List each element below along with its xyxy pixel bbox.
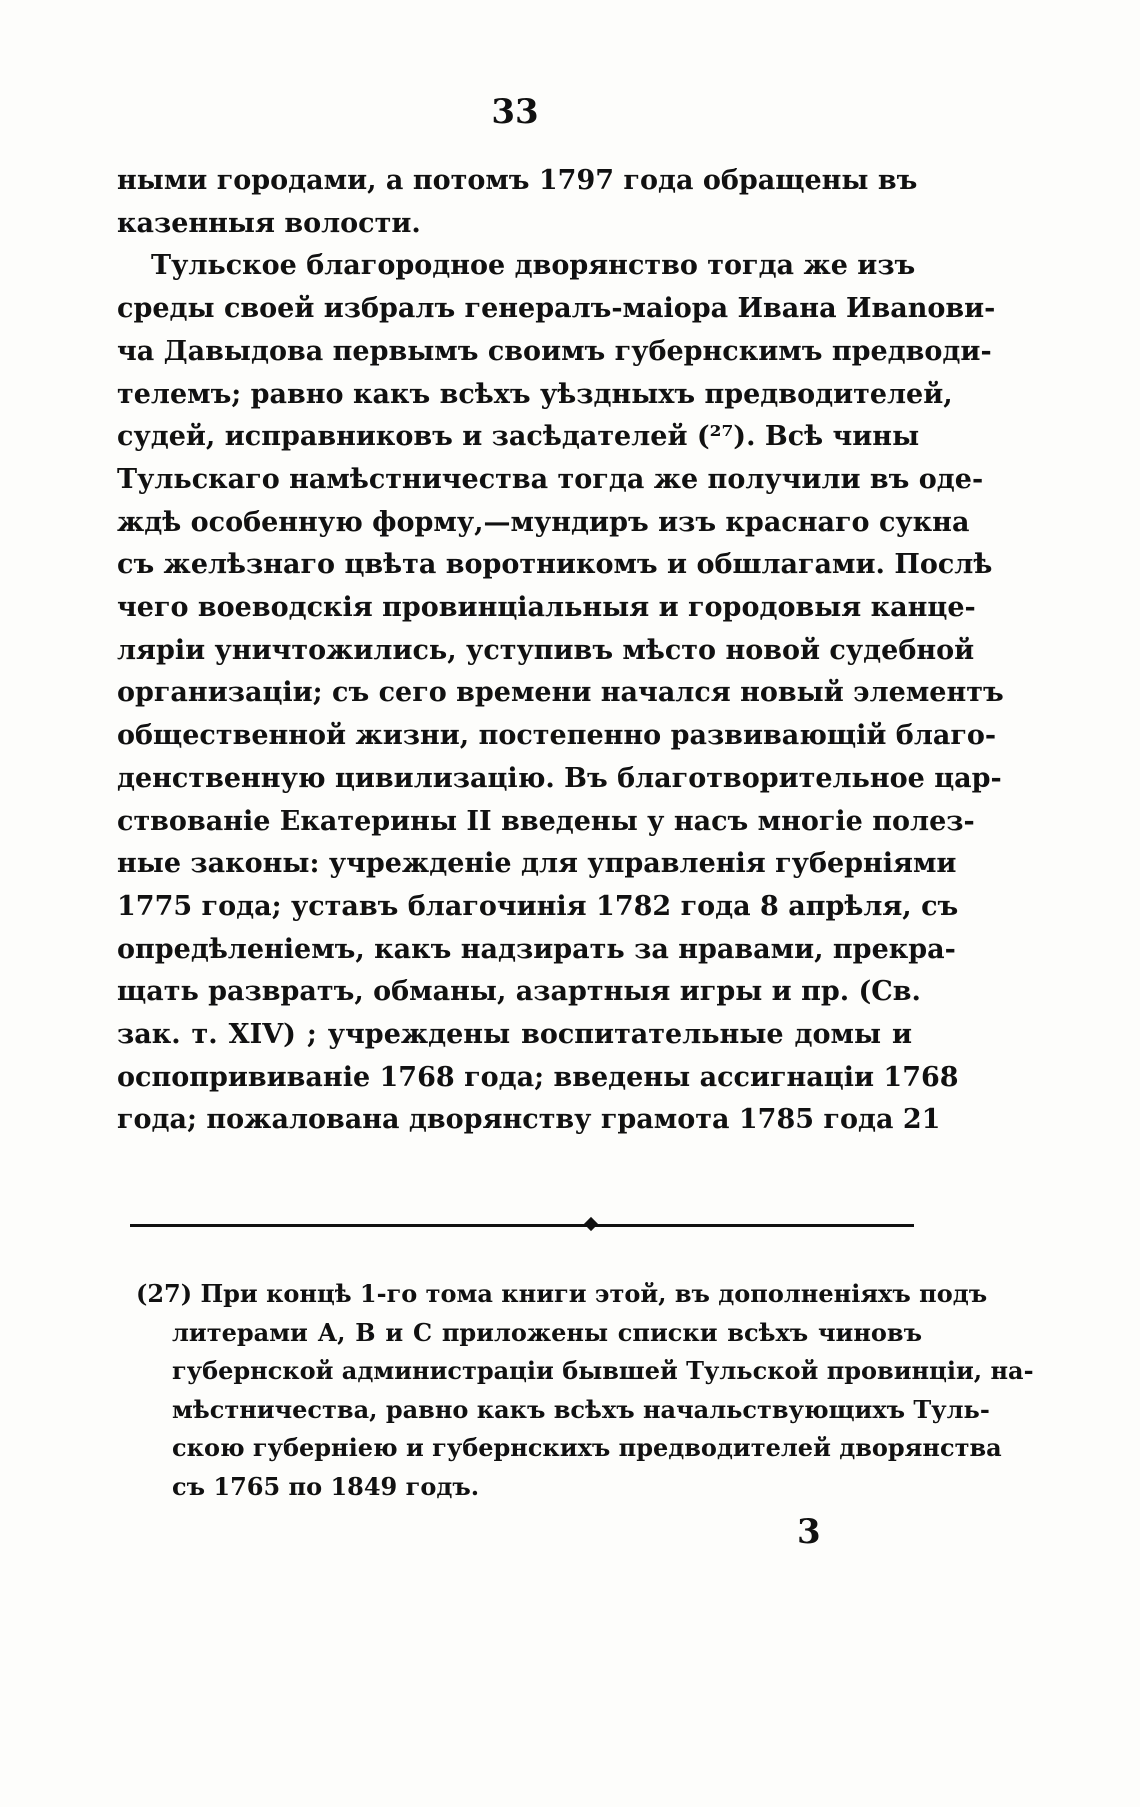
body-line: ными городами, а потомъ 1797 года обращены въ [117, 165, 918, 196]
body-line: ждѣ особенную форму,—мундиръ изъ краснаго сукна [117, 506, 970, 538]
page-number: 33 [491, 92, 539, 132]
body-text [117, 160, 1004, 1142]
body-line: зак. т. XIV) ; учреждены воспитательные домы и [117, 1019, 912, 1051]
body-line: щать развратъ, обманы, азартныя игры и пр. (Св. [117, 976, 921, 1008]
footnote-line: скою губерніею и губернскихъ предводителей дворянства [172, 1433, 1002, 1462]
footnote-separator-rule [130, 1224, 914, 1227]
body-line: казенныя волости. [117, 207, 421, 239]
footnote-line: губернской администраціи бывшей Тульской провинціи, на- [172, 1356, 1034, 1385]
body-line: судей, исправниковъ и засѣдателей (²⁷). Всѣ чины [117, 421, 920, 453]
body-line: ствованіе Екатерины II введены у насъ многіе полез- [117, 805, 975, 837]
body-line: организаціи; съ сего времени начался новый элементъ [117, 677, 1004, 709]
body-line: опредѣленіемъ, какъ надзирать за нравами, прекра- [117, 933, 956, 965]
footnote-line: литерами А, В и С приложены списки всѣхъ чиновъ [172, 1317, 922, 1347]
body-line: года; пожалована дворянству грамота 1785 года 21 [117, 1104, 941, 1136]
body-line: ча Давыдова первымъ своимъ губернскимъ предводи- [117, 335, 992, 367]
body-line: среды своей избралъ генералъ-маіора Ивана Ивanови- [117, 293, 996, 325]
separator-ornament [584, 1217, 598, 1231]
body-line: денственную цивилизацію. Въ благотворительное цар- [117, 762, 1002, 794]
footnote-line: (27) При концѣ 1-го тома книги этой, въ дополненіяхъ подъ [136, 1279, 988, 1308]
body-line: ляріи уничтожились, уступивъ мѣсто новой судебной [117, 634, 975, 666]
footnote-line: мѣстничества, равно какъ всѣхъ начальствующихъ Туль- [172, 1394, 990, 1424]
footnote-line: съ 1765 по 1849 годъ. [172, 1471, 480, 1501]
body-line: 1775 года; уставъ благочинія 1782 года 8 апрѣля, съ [117, 890, 959, 922]
body-line: оспопрививаніе 1768 года; введены ассигнаціи 1768 [117, 1061, 959, 1093]
body-line: съ желѣзнаго цвѣта воротникомъ и обшлагами. Послѣ [117, 549, 993, 581]
body-line: ные законы: учрежденіе для управленія губерніями [117, 848, 957, 880]
body-line: Тульскаго намѣстничества тогда же получили въ оде- [117, 463, 984, 495]
signature-mark: 3 [797, 1512, 821, 1552]
body-line: телемъ; равно какъ всѣхъ уѣздныхъ предводителей, [117, 378, 953, 410]
body-line: Тульское благородное дворянство тогда же изъ [151, 250, 916, 282]
footnote [136, 1275, 1034, 1506]
body-line: общественной жизни, постепенно развивающій благо- [117, 720, 997, 752]
body-line: чего воеводскія провинціальныя и городовыя канце- [117, 592, 976, 624]
